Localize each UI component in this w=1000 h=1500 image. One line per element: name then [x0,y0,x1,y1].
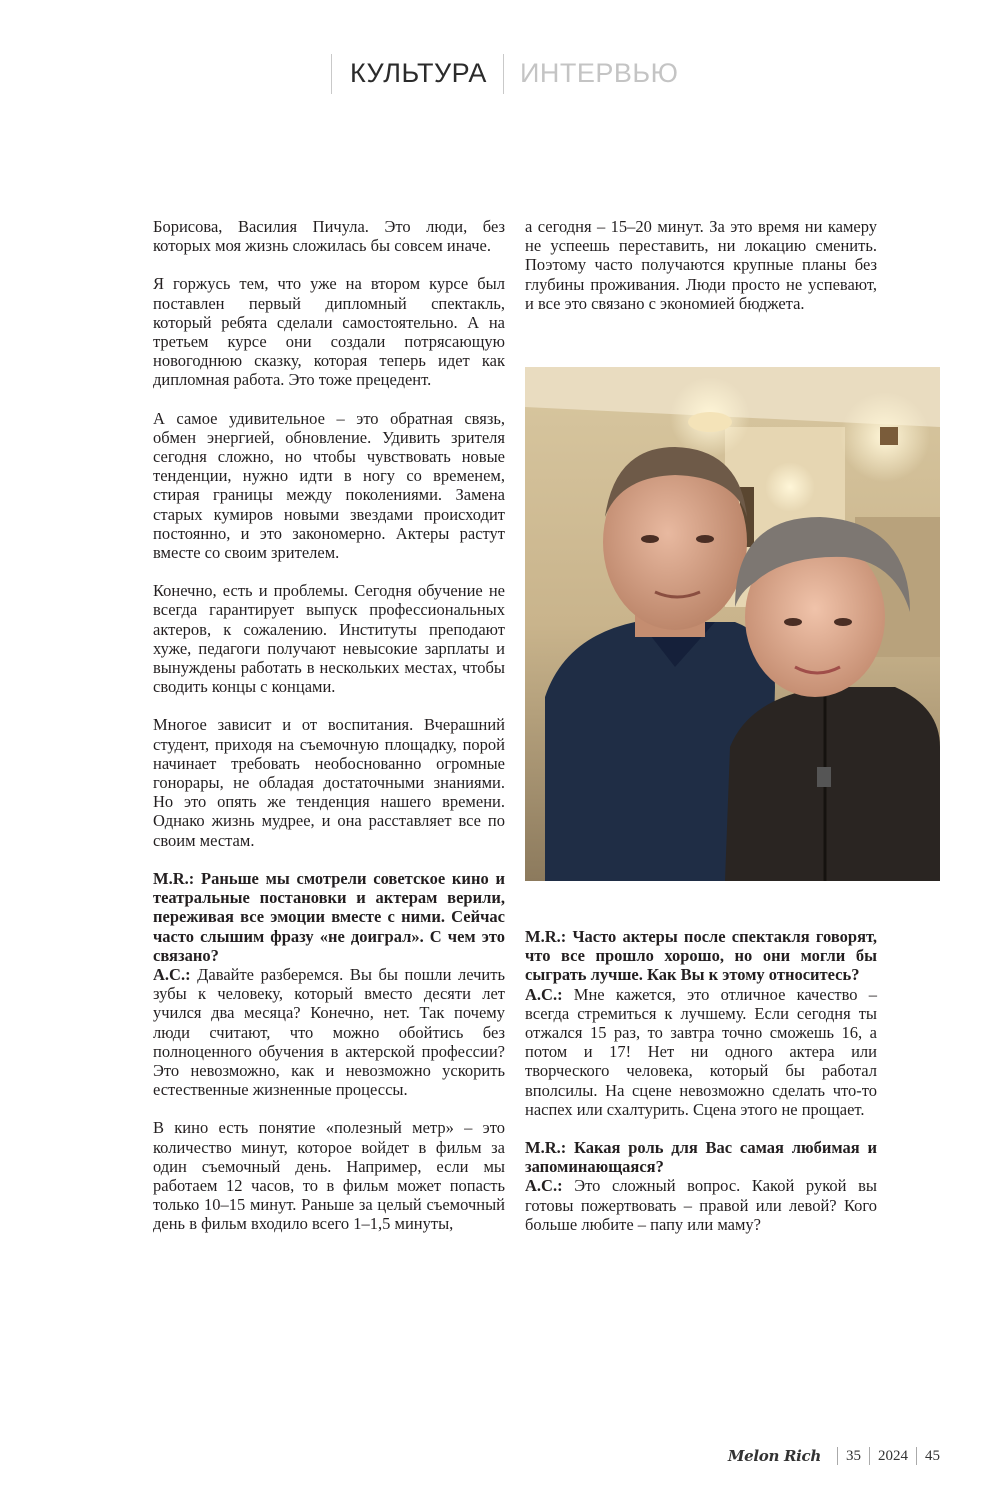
paragraph: а сегодня – 15–20 минут. За это время ни камеру не успеешь переставить, ни локацию сменить. Поэтому часто получаются крупные планы без глубины проживания. Люди просто не успевают, и все это связано с экономией бюджета. [525,217,877,313]
page-number: 45 [925,1447,940,1464]
footer-divider [837,1447,838,1465]
interview-photo [525,367,940,881]
answer-text: Давайте разберемся. Вы бы пошли лечить зубы к человеку, который вместо десяти лет учился два месяца? Конечно, нет. Так почему люди считают, что можно обойтись без полноценного обучения в актерской профессии? Это невозможно, как и невозможно ускорить естественные жизненные процессы. [153,964,505,1100]
interview-question: M.R.: Какая роль для Вас самая любимая и запоминающаяся? [525,1138,877,1177]
left-column [153,217,505,1234]
paragraph: В кино есть понятие «полезный метр» – это количество минут, которое войдет в фильм за один съемочный день. Например, если мы работаем 12 часов, то в фильм может попасть только 10–15 минут. Раньше за целый съемочный день в фильм входило всего 1–1,5 минуты, [153,1118,505,1234]
right-column-qa [525,927,877,1234]
interview-answer [525,1176,877,1234]
subsection-title: ИНТЕРВЬЮ [520,58,679,88]
page-footer [728,1444,940,1468]
footer-divider [916,1447,917,1465]
section-title: КУЛЬТУРА [350,58,487,88]
interview-answer [525,985,877,1119]
interview-question: M.R.: Раньше мы смотрели советское кино и театральные постановки и актерам верили, переживая все эмоции вместе с ними. Сейчас часто слышим фразу «не доиграл». С чем это связано? [153,868,505,965]
interview-answer [153,965,505,1099]
page-header [0,50,1000,100]
paragraph: А самое удивительное – это обратная связь, обмен энергией, обновление. Удивить зрителя сегодня сложно, но чтобы чувствовать новые тенденции, нужно идти в ногу со временем, стирая границы между поколениями. Замена старых кумиров новыми звездами происходит постоянно, и это закономерно. Актеры растут вместе со своим зрителем. [153,408,505,563]
paragraph: Многое зависит и от воспитания. Вчерашний студент, приходя на съемочную площадку, порой начинает требовать необоснованно огромные гонорары, не обладая достаточными знаниями. Но это опять же тенденция нашего времени. Однако жизнь мудрее, и она расставляет все по своим местам. [153,715,505,850]
header-divider [503,54,504,94]
issue-number: 35 [846,1447,861,1464]
answer-text: Мне кажется, это отличное качество – всегда стремиться к лучшему. Если сегодня ты отжался 15 раз, то завтра точно сможешь 16, а потом и 17! Нет ни одного актера или творческого человека, который бы работал вполсилы. На сцене невозможно сделать что-то наспех или схалтурить. Сцена этого не прощает. [525,984,877,1119]
footer-divider [869,1447,870,1465]
paragraph: Конечно, есть и проблемы. Сегодня обучение не всегда гарантирует выпуск профессиональных актеров, к сожалению. Институты преподают хуже, педагоги получают невысокие зарплаты и вынуждены работать в нескольких местах, чтобы сводить концы с концами. [153,581,505,697]
magazine-brand: Melon Rich [727,1447,821,1465]
answer-text: Это сложный вопрос. Какой рукой вы готовы пожертвовать – правой или левой? Кого больше любите – папу или маму? [525,1176,877,1234]
right-column [525,217,877,313]
interview-question: M.R.: Часто актеры после спектакля говорят, что все прошло хорошо, но они могли бы сыграть лучше. Как Вы к этому относитесь? [525,927,877,985]
issue-year: 2024 [878,1447,908,1464]
paragraph: Борисова, Василия Пичула. Это люди, без которых моя жизнь сложилась бы совсем иначе. [153,217,505,256]
paragraph: Я горжусь тем, что уже на втором курсе был поставлен первый дипломный спектакль, который ребята сделали самостоятельно. А на третьем курсе они создали потрясающую новогоднюю сказку, которая теперь идет как дипломная работа. Это тоже прецедент. [153,274,505,390]
answer-label: А.С.: [525,984,563,1004]
answer-label: А.С.: [525,1176,563,1196]
header-divider [331,54,332,94]
answer-label: А.С.: [153,964,191,984]
